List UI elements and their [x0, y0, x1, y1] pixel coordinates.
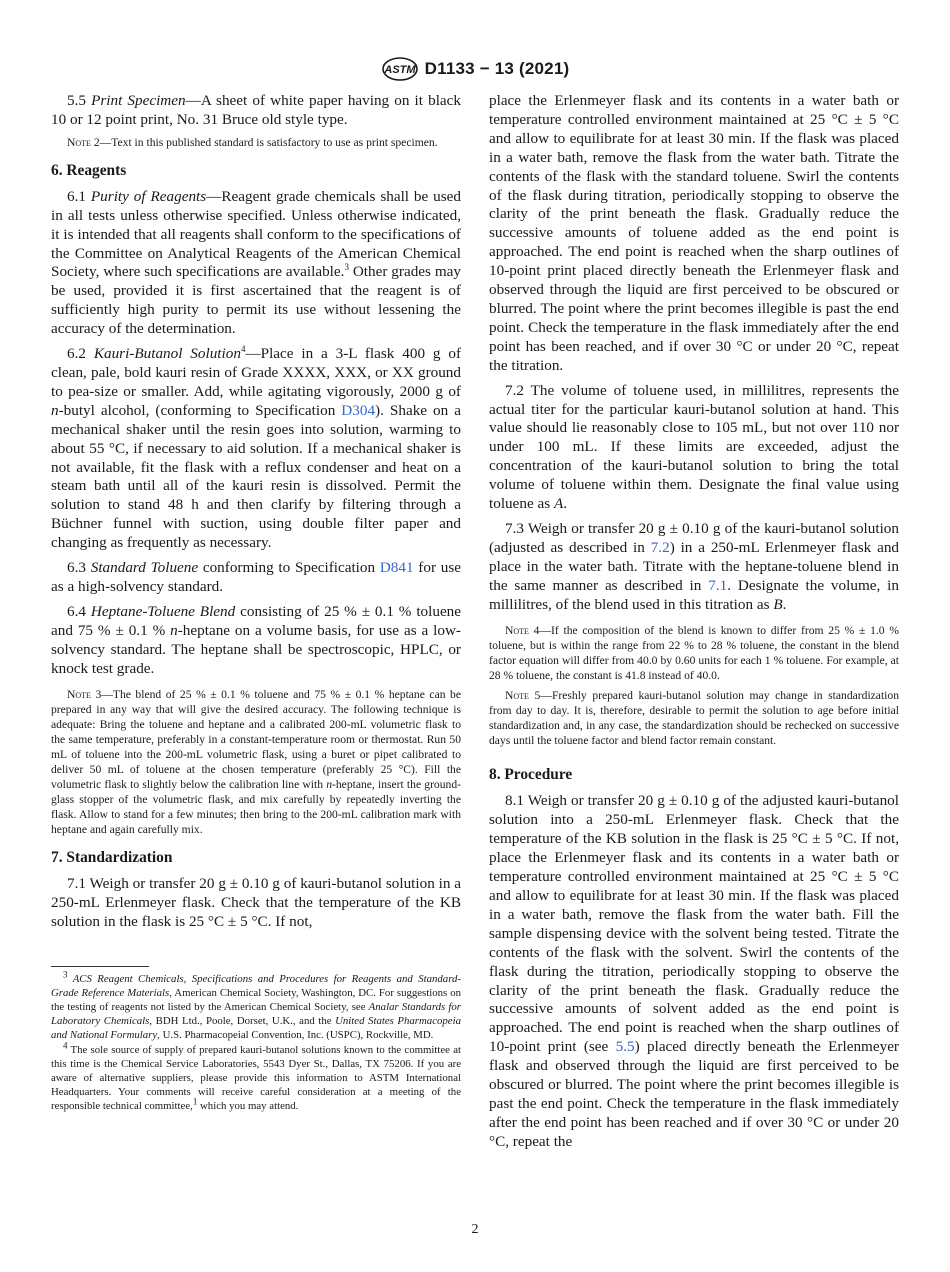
- footnote-divider: [51, 966, 149, 967]
- section-7-1-continued: place the Erlenmeyer flask and its contents in a water bath or temperature controlled environment maintained at 25 °C ± 5 °C and allow to equilibrate for at least 30 min. If the flask was placed in a water bath, remove the flask from the water bath. Titrate the contents of the flask with the standard toluene. Swirl the contents of the flask during titration, periodically stopping to observe the clarity of the print beneath the flask. Gradually reduce the successive amounts of toluene added as the end point is approached. The end point is reached when the sharp outlines of 10-point print placed directly beneath the Erlenmeyer flask and observed through the liquid are first perceived to be obscured or blurred. The point where the print becomes illegible is past the end point. Check the temperature in the flask immediately after the end point has been reached, and if over 30 °C or under 20 °C, repeat the titration.: [489, 92, 899, 374]
- link-7-2[interactable]: 7.2: [650, 538, 670, 556]
- section-6-heading: 6. Reagents: [51, 161, 127, 179]
- section-6-2: 6.2 Kauri-Butanol Solution$^4$—Place in a 3-L flask 400 g of clean, pale, bold kauri resin of Grade XXXX, XXX, or XX ground to pea-size or smaller. Add, while agitating vigorously, 2000 g of n-butyl alcohol, (conforming to Specification D304). Shake on a mechanical shaker until the resin goes into solution, warming to about 55 °C, if necessary to aid solution. If a mechanical shaker is not available, fit the flask with a reflux condenser and heat on a steam bath until all of the kauri resin is dissolved. Permit the solution to stand 48 h and then clarify by filtering through a Büchner funnel with suction, using double filter paper and changing as frequently as necessary.: [51, 344, 461, 552]
- note-4: Note 4—If the composition of the blend is known to differ from 25 % ± 1.0 % toluene, but is within the range from 22 % to 28 % toluene, the constant in the blend factor equation will differ from 40.0 by 0.60 units for each 1 % toluene. For example, at 28 % toluene, the constant is 41.8 instead of 40.0.: [489, 624, 899, 683]
- section-8-heading: 8. Procedure: [489, 766, 573, 784]
- page-header: [0, 56, 950, 82]
- left-column: [51, 92, 461, 1113]
- section-8-1: 8.1 Weigh or transfer 20 g ± 0.10 g of the adjusted kauri-butanol solution into a 250-mL Erlenmeyer flask. Check that the temperature of the KB solution in the flask is 25 °C ± 5 °C. If not, place the Erlenmeyer flask and its contents in a water bath or temperature controlled environment maintained at 25 °C ± 5 °C and allow to equilibrate for at least 30 min. If the flask was placed in a water bath, remove the flask from the water bath. Fill the sample dispensing device with the solvent being tested. Titrate the contents of the flask with the solvent. Swirl the contents of the flask during the titration, periodically stopping to observe the clarity of the print beneath the flask. Gradually reduce the successive amounts of solvent added as the end point is approached. The end point is reached when the sharp outlines of 10-point print (see 5.5) placed directly beneath the Erlenmeyer flask and observed through the liquid are first perceived to be obscured or blurred. The point where the print becomes illegible is past the end point. Check the temperature in the flask immediately after the end point has been reached and if over 30 °C or under 20 °C, repeat the: [489, 792, 899, 1150]
- footnote-4: $^4$ The sole source of supply of prepared kauri-butanol solutions known to the committee at this time is the Chemical Service Laboratories, 5543 Dyer St., Dallas, TX 75206. If you are aware of alternative suppliers, please provide this information to ASTM International Headquarters. Your comments will receive careful consideration at a meeting of the responsible technical committee,$^1$ which you may attend.: [51, 1040, 461, 1113]
- section-6-3: 6.3 Standard Toluene conforming to Specification D841 for use as a high-solvency standard.: [51, 559, 461, 595]
- section-7-3: 7.3 Weigh or transfer 20 g ± 0.10 g of the kauri-butanol solution (adjusted as described in 7.2) in a 250-mL Erlenmeyer flask and place in the water bath. Titrate with the heptane-toluene blend in the same manner as described in 7.1. Designate the volume, in millilitres, of the blend used in this titration as B.: [489, 519, 900, 613]
- link-d304[interactable]: D304: [341, 401, 376, 419]
- section-5-5: 5.5 Print Specimen—A sheet of white paper having on it black 10 or 12 point print, No. 31 Bruce old style type.: [51, 92, 461, 128]
- section-6-4: 6.4 Heptane-Toluene Blend consisting of 25 % ± 0.1 % toluene and 75 % ± 0.1 % n-heptane on a volume basis, for use as a low-solvency standard. The heptane shall be spectroscopic, HPLC, or knock test grade.: [51, 602, 462, 677]
- section-7-2: 7.2 The volume of toluene used, in millilitres, represents the actual titer for the particular kauri-butanol solution at hand. This value should lie reasonably close to 105 mL, but not over 110 nor under 100 mL. If these limits are exceeded, adjust the concentration of the kauri-butanol solution to bring the total volume of toluene within them. Designate the final value using toluene as A.: [489, 381, 899, 513]
- note-3: Note 3—The blend of 25 % ± 0.1 % toluene and 75 % ± 0.1 % heptane can be prepared in any way that will give the desired accuracy. The following technique is adequate: Bring the toluene and heptane and a calibrated 200-mL volumetric flask to the same temperature, preferably in a constant-temperature room or thermostat. Run 50 mL of toluene into the 200-mL volumetric flask, using a buret or pipet calibrated to deliver 50 mL of toluene at the chosen temperature (preferably 25 °C). Fill the volumetric flask to slightly below the calibration line with n-heptane, insert the ground-glass stopper of the volumetric flask, and mix carefully by repeatedly inverting the flask. Allow to stand for a few minutes; then bring to the 200-mL calibration mark with heptane and again carefully mix.: [51, 688, 461, 837]
- right-column: [489, 92, 899, 1152]
- standard-designation: D1133 − 13 (2021): [424, 59, 570, 78]
- page-number: 2: [471, 1222, 479, 1237]
- link-5-5[interactable]: 5.5: [615, 1038, 635, 1056]
- section-7-heading: 7. Standardization: [51, 849, 173, 867]
- note-5: Note 5—Freshly prepared kauri-butanol solution may change in standardization from day to day. It is, therefore, desirable to permit the solution to age before initial standardization and, in any case, the standardization should be rechecked on successive days until the toluene factor and blend factor remain constant.: [489, 689, 899, 748]
- note-2: Note 2—Text in this published standard is satisfactory to use as print specimen.: [67, 135, 438, 149]
- link-7-1[interactable]: 7.1: [708, 576, 728, 594]
- astm-logo-icon: [381, 57, 419, 81]
- link-d841[interactable]: D841: [379, 559, 414, 577]
- svg-text:ASTM: ASTM: [384, 64, 416, 76]
- section-7-1: 7.1 Weigh or transfer 20 g ± 0.10 g of kauri-butanol solution in a 250-mL Erlenmeyer flask. Check that the temperature of the KB solution in the flask is 25 °C ± 5 °C. If not,: [51, 875, 461, 931]
- footnote-3: $^3$ ACS Reagent Chemicals, Specifications and Procedures for Reagents and Standard-Grade Reference Materials, American Chemical Society, Washington, DC. For suggestions on the testing of reagents not listed by the American Chemical Society, see Analar Standards for Laboratory Chemicals, BDH Ltd., Poole, Dorset, U.K., and the United States Pharmacopeia and National Formulary, U.S. Pharmacopeial Convention, Inc. (USPC), Rockville, MD.: [51, 969, 462, 1042]
- section-6-1: 6.1 Purity of Reagents—Reagent grade chemicals shall be used in all tests unless otherwise specified. Unless otherwise indicated, it is intended that all reagents shall conform to the specifications of the Committee on Analytical Reagents of the American Chemical Society, where such specifications are available.$^3$ Other grades may be used, provided it is first ascertained that the reagent is of sufficiently high purity to permit its use without lessening the accuracy of the determination.: [51, 187, 462, 338]
